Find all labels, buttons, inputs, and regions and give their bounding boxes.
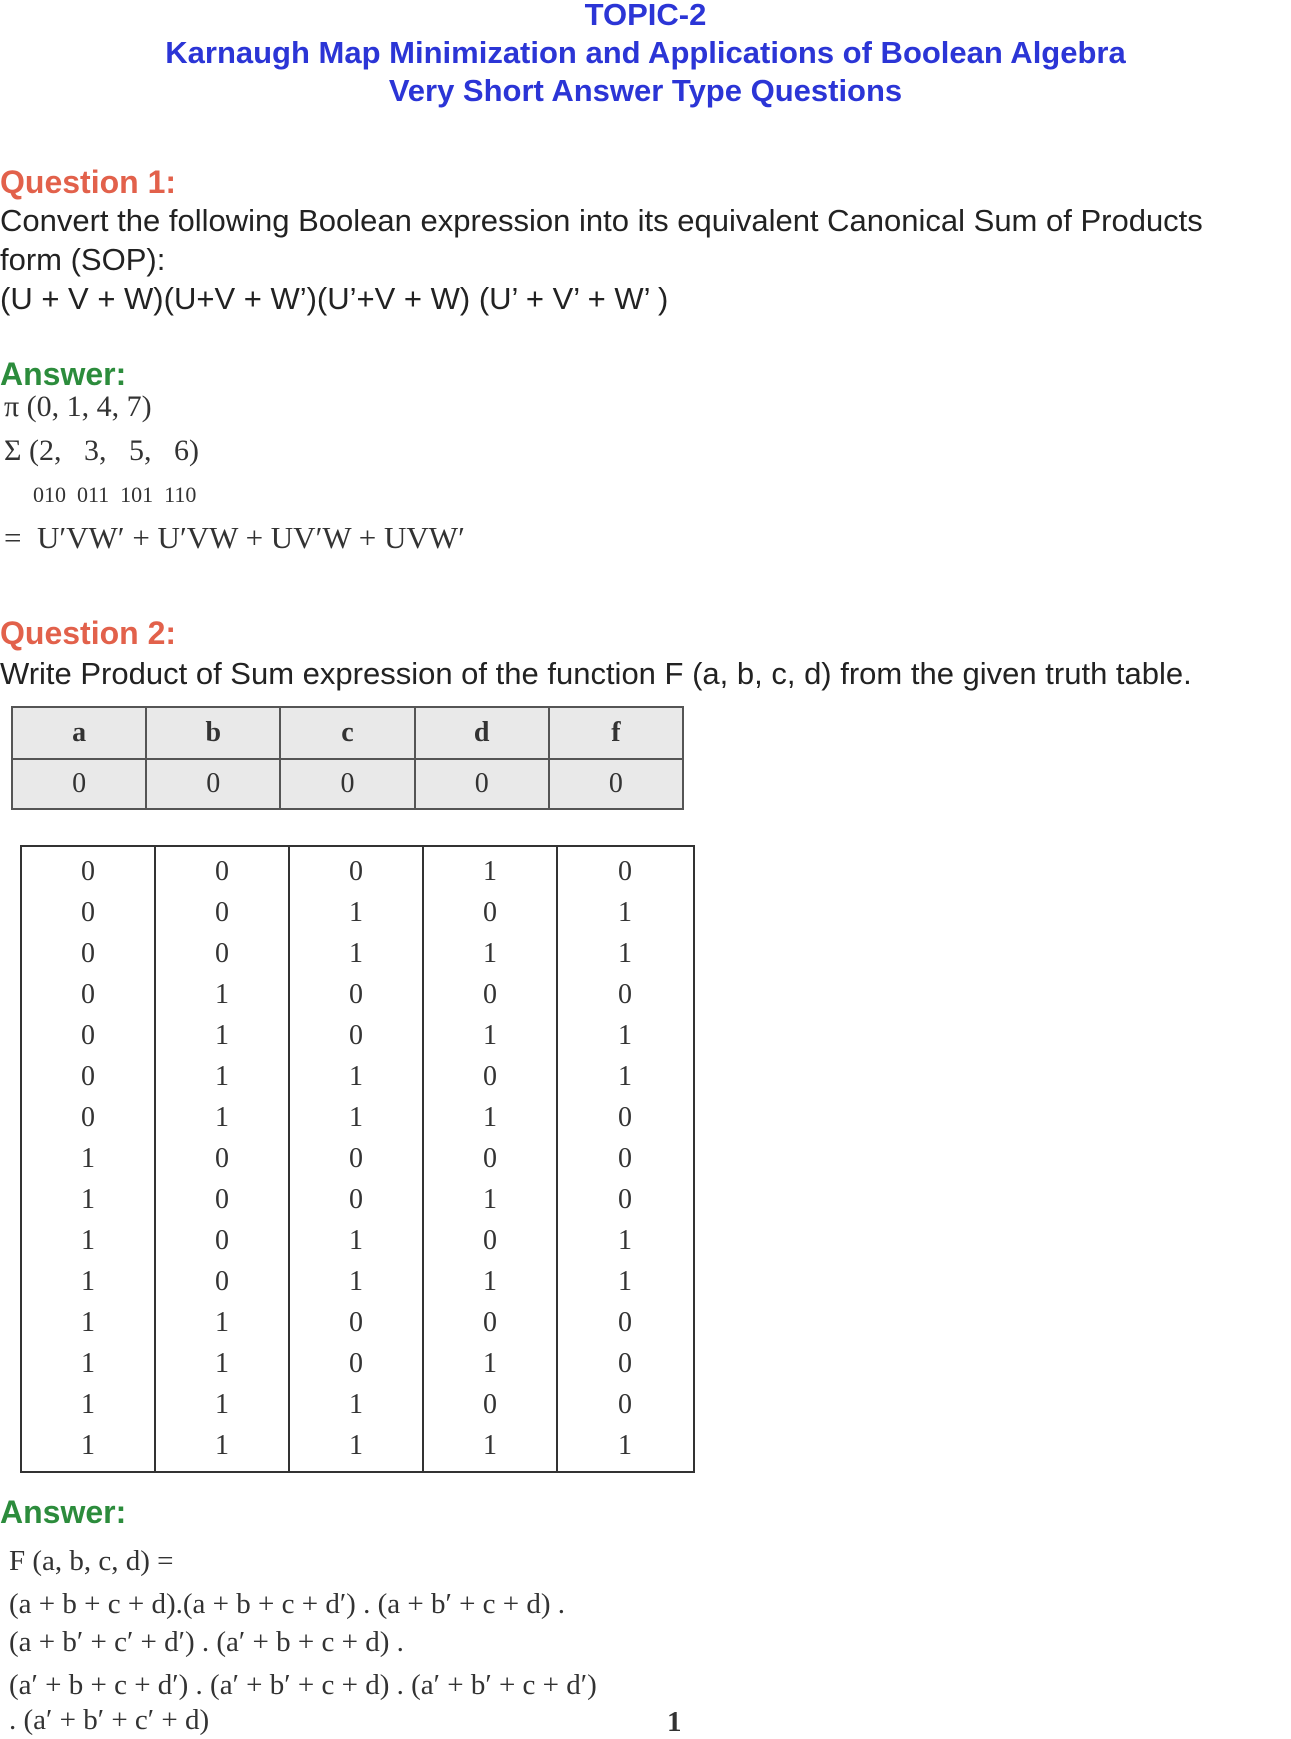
truth-table-cell: 0 <box>483 1225 497 1256</box>
truth-table-cell: 1 <box>483 1348 497 1379</box>
answer-1-sigma: Σ (2, 3, 5, 6) <box>4 434 199 467</box>
truth-table-cell: 0 <box>483 1061 497 1092</box>
truth-table-cell: 1 <box>215 1020 229 1051</box>
truth-table-cell: 0 <box>215 1266 229 1297</box>
truth-table-cell: 0 <box>483 1307 497 1338</box>
question-1-heading: Question 1: <box>0 164 177 200</box>
truth-table-cell: 1 <box>349 1430 363 1461</box>
truth-table-column-c <box>290 847 424 1471</box>
truth-table-cell: 1 <box>349 1389 363 1420</box>
question-1-line-2: form (SOP): <box>0 242 166 277</box>
truth-table-cell: 1 <box>618 1225 632 1256</box>
truth-table-cell: 1 <box>483 1102 497 1133</box>
truth-table-column-f <box>558 847 692 1471</box>
truth-table-column-b <box>156 847 290 1471</box>
truth-table-cell: 0 <box>349 1348 363 1379</box>
truth-table-cell: 0 <box>349 1143 363 1174</box>
truth-table-cell: 0 <box>483 1389 497 1420</box>
truth-table-cell: 1 <box>349 897 363 928</box>
header-cell-d: d <box>416 708 550 758</box>
truth-table-column-d <box>424 847 558 1471</box>
truth-table-cell: 0 <box>81 897 95 928</box>
question-2-text: Write Product of Sum expression of the function F (a, b, c, d) from the given truth table. <box>0 656 1192 691</box>
truth-table-cell: 1 <box>349 1061 363 1092</box>
truth-table-cell: 0 <box>81 1020 95 1051</box>
answer-1-binary: 010 011 101 110 <box>33 482 197 507</box>
truth-table-cell: 0 <box>81 938 95 969</box>
truth-table-header <box>11 706 684 810</box>
truth-table-cell: 1 <box>349 1102 363 1133</box>
truth-table-cell: 0 <box>618 1102 632 1133</box>
truth-table-cell: 0 <box>483 979 497 1010</box>
truth-table-cell: 0 <box>349 856 363 887</box>
truth-table-cell: 1 <box>81 1389 95 1420</box>
truth-table-cell: 0 <box>349 1307 363 1338</box>
truth-table-cell: 0 <box>618 1348 632 1379</box>
truth-table-cell: 0 <box>81 979 95 1010</box>
truth-table-cell: 1 <box>618 897 632 928</box>
truth-table-cell: 1 <box>215 1307 229 1338</box>
truth-table-cell: 1 <box>349 1225 363 1256</box>
truth-table-cell: 1 <box>483 856 497 887</box>
truth-table-cell: 0 <box>483 897 497 928</box>
truth-table-cell: 1 <box>81 1225 95 1256</box>
truth-table-cell: 1 <box>483 1430 497 1461</box>
question-1-line-3: (U + V + W)(U+V + W’)(U’+V + W) (U’ + V’ + W’ ) <box>0 281 669 316</box>
truth-table-cell: 1 <box>215 1430 229 1461</box>
answer-2-line-3: (a + b′ + c′ + d′) . (a′ + b + c + d) . <box>9 1626 404 1658</box>
header-cell-a: a <box>13 708 147 758</box>
truth-table-cell: 0 <box>215 897 229 928</box>
question-2-heading: Question 2: <box>0 615 177 651</box>
truth-table-cell: 1 <box>483 938 497 969</box>
first-row-cell: 0 <box>281 760 415 808</box>
truth-table-cell: 1 <box>81 1430 95 1461</box>
truth-table-cell: 1 <box>483 1184 497 1215</box>
truth-table-cell: 1 <box>349 938 363 969</box>
truth-table-first-row <box>13 760 682 808</box>
header-cell-b: b <box>147 708 281 758</box>
first-row-cell: 0 <box>608 768 623 799</box>
truth-table-cell: 0 <box>81 1102 95 1133</box>
truth-table-cell: 1 <box>215 1061 229 1092</box>
answer-1-result: = U′VW′ + U′VW + UV′W + UVW′ <box>4 520 465 555</box>
answer-2-line-5: . (a′ + b′ + c′ + d) <box>9 1704 210 1736</box>
truth-table-cell: 1 <box>215 1102 229 1133</box>
answer-1-pi: π (0, 1, 4, 7) <box>4 390 152 423</box>
first-row-cell: 0 <box>147 760 281 808</box>
truth-table-cell: 0 <box>81 1061 95 1092</box>
truth-table-cell: 0 <box>81 856 95 887</box>
header-cell-f: f <box>611 717 621 748</box>
truth-table-cell: 0 <box>349 979 363 1010</box>
answer-2-heading: Answer: <box>0 1494 127 1530</box>
question-1-line-1: Convert the following Boolean expression into its equivalent Canonical Sum of Products <box>0 203 1203 238</box>
topic-heading: TOPIC-2 <box>584 0 707 32</box>
truth-table-cell: 1 <box>483 1020 497 1051</box>
truth-table-cell: 0 <box>483 1143 497 1174</box>
truth-table-cell: 1 <box>618 1020 632 1051</box>
first-row-cell: 0 <box>13 760 147 808</box>
truth-table-cell: 1 <box>81 1348 95 1379</box>
answer-1-heading: Answer: <box>0 356 127 392</box>
truth-table-cell: 0 <box>618 979 632 1010</box>
truth-table-body <box>20 845 695 1473</box>
header-cell-c: c <box>281 708 415 758</box>
truth-table-cell: 1 <box>81 1307 95 1338</box>
truth-table-cell: 0 <box>349 1184 363 1215</box>
truth-table-cell: 0 <box>618 1184 632 1215</box>
truth-table-cell: 1 <box>349 1266 363 1297</box>
truth-table-cell: 0 <box>215 1184 229 1215</box>
truth-table-cell: 1 <box>618 1266 632 1297</box>
truth-table-cell: 0 <box>349 1020 363 1051</box>
page-title: Karnaugh Map Minimization and Applications of Boolean Algebra <box>165 35 1126 70</box>
truth-table-cell: 1 <box>81 1143 95 1174</box>
truth-table-cell: 0 <box>215 856 229 887</box>
truth-table-cell: 0 <box>618 1143 632 1174</box>
truth-table-cell: 0 <box>215 1143 229 1174</box>
truth-table-cell: 0 <box>618 1389 632 1420</box>
truth-table-cell: 0 <box>215 938 229 969</box>
truth-table-cell: 1 <box>618 1061 632 1092</box>
truth-table-cell: 0 <box>215 1225 229 1256</box>
truth-table-cell: 1 <box>81 1184 95 1215</box>
first-row-cell: 0 <box>416 760 550 808</box>
truth-table-cell: 0 <box>618 856 632 887</box>
truth-table-cell: 1 <box>618 1430 632 1461</box>
truth-table-cell: 1 <box>215 979 229 1010</box>
answer-2-line-2: (a + b + c + d).(a + b + c + d′) . (a + b′ + c + d) . <box>9 1588 566 1620</box>
truth-table-column-a <box>22 847 156 1471</box>
truth-table-cell: 0 <box>618 1307 632 1338</box>
truth-table-cell: 1 <box>81 1266 95 1297</box>
truth-table-cell: 1 <box>618 938 632 969</box>
truth-table-cell: 1 <box>483 1266 497 1297</box>
truth-table-cell: 1 <box>215 1389 229 1420</box>
truth-table-cell: 1 <box>215 1348 229 1379</box>
section-subtitle: Very Short Answer Type Questions <box>388 73 903 108</box>
marks-label: 1 <box>667 1706 682 1738</box>
truth-table-header-row <box>13 708 682 760</box>
answer-2-line-4: (a′ + b + c + d′) . (a′ + b′ + c + d) . (a′ + b′ + c + d′) <box>9 1669 597 1701</box>
answer-2-line-1: F (a, b, c, d) = <box>9 1545 174 1577</box>
